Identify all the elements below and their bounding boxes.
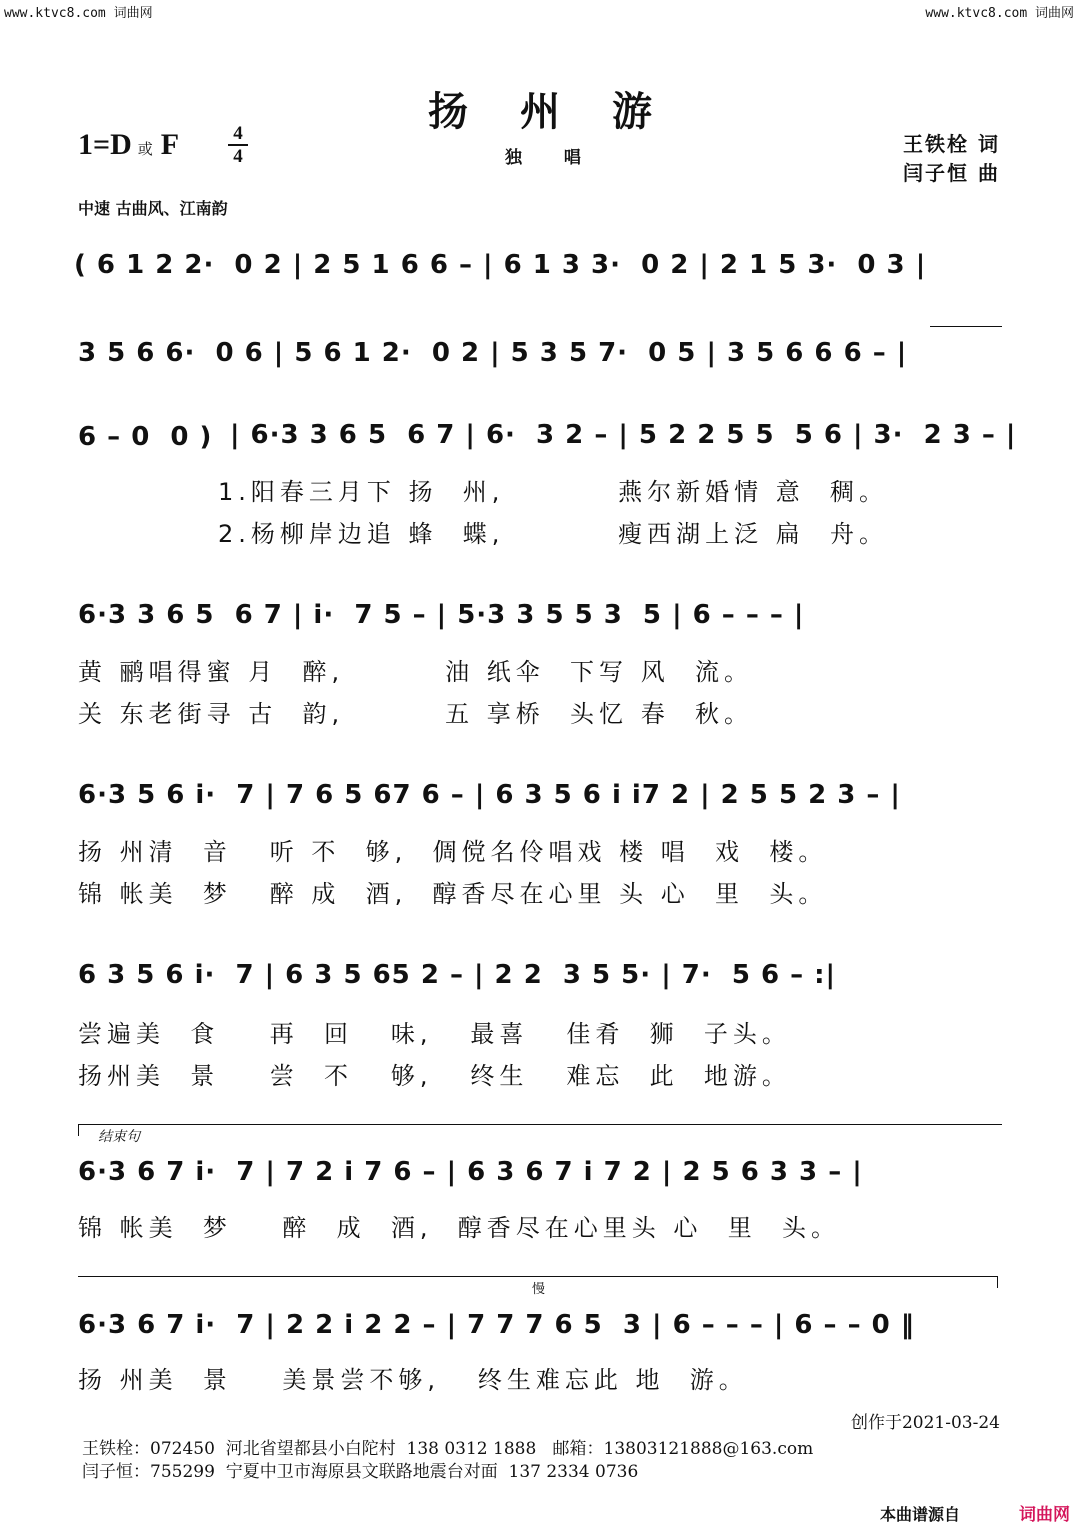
tempo-marking: 中速 古曲风、江南韵	[78, 199, 228, 218]
time-signature	[228, 124, 248, 166]
key-or: 或	[137, 140, 153, 158]
melody-row-6: 6·3 6 7 i· 7 | 2 2 i 2 2 – | 7 7 7 6 5 3 | 6 – – – | 6 – – 0 ‖	[78, 1310, 915, 1340]
slow-marking: 慢	[532, 1282, 546, 1297]
melody-row-3: 6·3 5 6 i· 7 | 7 6 5 67 6 – | 6 3 5 6 i i7 2 | 2 5 5 2 3 – |	[78, 780, 901, 810]
time-bottom: 4	[233, 146, 243, 167]
watermark-left: www.ktvc8.com 词曲网	[4, 6, 153, 21]
key-alt: F	[160, 128, 180, 161]
melody-row-2: 6·3 3 6 5 6 7 | i· 7 5 – | 5·3 3 5 5 3 5 | 6 – – – |	[78, 600, 805, 630]
ending-marker: 结束句	[98, 1129, 140, 1145]
melody-row-4: 6 3 5 6 i· 7 | 6 3 5 65 2 – | 2 2 3 5 5· | 7· 5 6 – :|	[78, 960, 837, 990]
lyric-row-3-verse-2: 锦 帐美 梦 醉 成 酒, 醇香尽在心里 头 心 里 头。	[78, 880, 828, 908]
composed-date: 创作于2021-03-24	[850, 1413, 1000, 1433]
lyric-row-1-verse-1: 1.阳春三月下 扬 州, 燕尔新婚情 意 稠。	[218, 478, 888, 506]
source-label: 本曲谱源自	[879, 1505, 960, 1524]
lyric-row-5-verse-1: 锦 帐美 梦 醉 成 酒, 醇香尽在心里头 心 里 头。	[78, 1214, 840, 1242]
composer-credit: 闫子恒 曲	[903, 161, 1000, 185]
lyric-row-1-verse-2: 2.杨柳岸边追 蜂 蝶, 瘦西湖上泛 扁 舟。	[218, 520, 888, 548]
lyric-row-6-verse-1: 扬 州美 景 美景尝不够, 终生难忘此 地 游。	[78, 1366, 748, 1394]
intro-row-1: ( 6 1 2 2· 0 2 | 2 5 1 6 6 – | 6 1 3 3· 0 2 | 2 1 5 3· 0 3 |	[74, 250, 927, 280]
song-title: 扬州游	[428, 88, 704, 135]
lyric-row-2-verse-1: 黄 鹂唱得蜜 月 醉, 油 纸伞 下写 风 流。	[78, 658, 753, 686]
contact-lyricist: 王铁栓：072450 河北省望都县小白陀村 138 0312 1888 邮箱：13803121888@163.com	[82, 1439, 814, 1459]
key-prefix: 1=D	[78, 128, 132, 161]
lyric-row-3-verse-1: 扬 州清 音 听 不 够, 倜傥名伶唱戏 楼 唱 戏 楼。	[78, 838, 828, 866]
performance-type: 独 唱	[505, 148, 599, 168]
melody-row-1: | 6·3 3 6 5 6 7 | 6· 3 2 – | 5 2 2 5 5 5 6 | 3· 2 3 – |	[230, 420, 1017, 450]
intro-row-2: 3 5 6 6· 0 6 | 5 6 1 2· 0 2 | 5 3 5 7· 0 5 | 3 5 6 6 6 – |	[78, 338, 908, 368]
intro-row-3: 6 – 0 0 )	[78, 422, 213, 452]
lyric-row-4-verse-2: 扬州美 景 尝 不 够, 终生 难忘 此 地游。	[78, 1062, 791, 1090]
contact-composer: 闫子恒：755299 宁夏中卫市海原县文联路地震台对面 137 2334 0736	[82, 1462, 639, 1482]
lyric-row-2-verse-2: 关 东老街寻 古 韵, 五 享桥 头忆 春 秋。	[78, 700, 753, 728]
lyric-row-4-verse-1: 尝遍美 食 再 回 味, 最喜 佳肴 狮 子头。	[78, 1020, 791, 1048]
time-top: 4	[233, 123, 243, 144]
key-signature	[78, 128, 179, 162]
watermark-right: www.ktvc8.com 词曲网	[925, 6, 1074, 21]
melody-row-5: 6·3 6 7 i· 7 | 7 2 i 7 6 – | 6 3 6 7 i 7 2 | 2 5 6 3 3 – |	[78, 1157, 863, 1187]
source-site-link[interactable]: 词曲网	[1019, 1505, 1070, 1525]
lyricist-credit: 王铁栓 词	[903, 132, 1000, 156]
